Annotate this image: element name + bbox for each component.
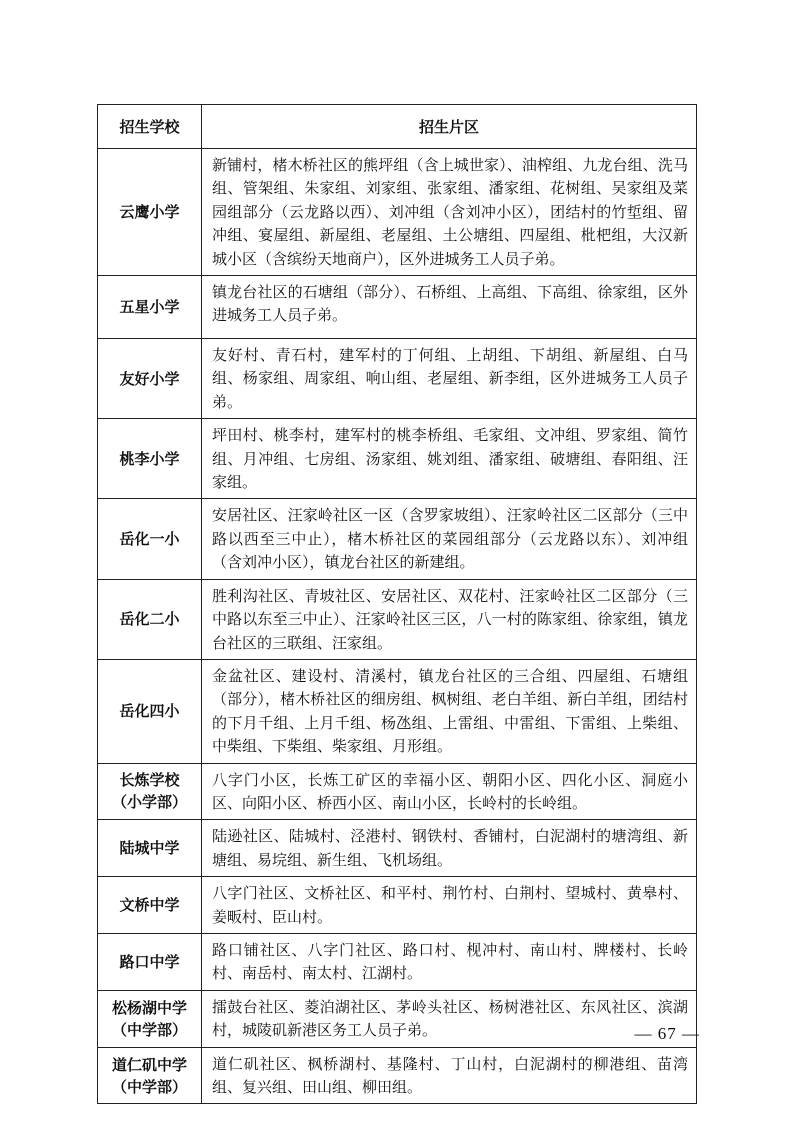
school-cell (98, 1047, 202, 1104)
school-cell (98, 579, 202, 659)
zone-cell: 金盆社区、建设村、清溪村，镇龙台社区的三合组、四屋组、石塘组（部分），楮木桥社区的细房组、枫树组、老白羊组、新白羊组，团结村的下月千组、上月千组、杨氹组、上雷组、中雷组、下雷组、上柴组、中柴组、下柴组、柴家组、月形组。 (202, 659, 697, 763)
table-body (98, 149, 697, 1104)
enrollment-zone-table (97, 104, 697, 1104)
school-name-line: 五星小学 (119, 298, 180, 317)
school-name-line: （中学部） (111, 1020, 187, 1039)
school-cell (98, 276, 202, 339)
zone-cell: 路口铺社区、八字门社区、路口村、枧冲村、南山村、牌楼村、长岭村、南岳村、南太村、江湖村。 (202, 933, 697, 990)
zone-cell: 陆逊社区、陆城村、泾港村、钢铁村、香铺村，白泥湖村的塘湾组、新塘组、易垸组、新生组、飞机场组。 (202, 820, 697, 877)
school-cell (98, 820, 202, 877)
school-name-line: 岳化二小 (119, 610, 180, 629)
school-cell (98, 933, 202, 990)
table-row (98, 276, 697, 339)
table-row (98, 933, 697, 990)
table-row (98, 149, 697, 276)
school-cell (98, 659, 202, 763)
school-name-line: 岳化四小 (119, 702, 180, 721)
header-zone: 招生片区 (202, 105, 697, 149)
zone-cell: 道仁矶社区、枫桥湖村、基隆村、丁山村，白泥湖村的柳港组、苗湾组、复兴组、田山组、柳田组。 (202, 1047, 697, 1104)
school-name-line: 文桥中学 (119, 896, 180, 915)
table-row (98, 877, 697, 934)
zone-cell: 胜利沟社区、青坡社区、安居社区、双花村、汪家岭社区二区部分（三中路以东至三中止）、汪家岭社区三区，八一村的陈家组、徐家组，镇龙台社区的三联组、汪家组。 (202, 579, 697, 659)
table-row (98, 499, 697, 579)
school-name-line: 路口中学 (119, 952, 180, 971)
table-row (98, 579, 697, 659)
zone-cell: 坪田村、桃李村，建军村的桃李桥组、毛家组、文冲组、罗家组、简竹组、月冲组、七房组、汤家组、姚刘组、潘家组、破塘组、春阳组、汪家组。 (202, 419, 697, 499)
school-cell (98, 877, 202, 934)
school-cell (98, 339, 202, 419)
school-name-line: 桃李小学 (119, 449, 180, 468)
school-name-line: 道仁矶中学 (111, 1055, 187, 1074)
school-name-line: 友好小学 (119, 369, 180, 388)
table-row (98, 820, 697, 877)
school-cell (98, 149, 202, 276)
table-row (98, 1047, 697, 1104)
school-name-line: 长炼学校 (119, 771, 180, 790)
zone-cell: 镇龙台社区的石塘组（部分）、石桥组、上高组、下高组、徐家组，区外进城务工人员子弟。 (202, 276, 697, 339)
school-name-line: 陆城中学 (119, 839, 180, 858)
header-school: 招生学校 (98, 105, 202, 149)
school-name-line: （小学部） (111, 793, 187, 812)
zone-cell: 友好村、青石村，建军村的丁何组、上胡组、下胡组、新屋组、白马组、杨家组、周家组、响山组、老屋组、新李组，区外进城务工人员子弟。 (202, 339, 697, 419)
table-row (98, 763, 697, 820)
school-name-line: （中学部） (111, 1077, 187, 1096)
zone-cell: 新铺村，楮木桥社区的熊坪组（含上城世家）、油榨组、九龙台组、洗马组、管架组、朱家组、刘家组、张家组、潘家组、花树组、吴家组及菜园组部分（云龙路以西）、刘冲组（含刘冲小区），团结村的竹埑组、留冲组、宴屋组、新屋组、老屋组、土公塘组、四屋组、枇杷组，大汉新城小区（含缤纷天地商户），区外进城务工人员子弟。 (202, 149, 697, 276)
school-cell (98, 419, 202, 499)
school-name-line: 松杨湖中学 (111, 998, 187, 1017)
zone-cell: 安居社区、汪家岭社区一区（含罗家坡组）、汪家岭社区二区部分（三中路以西至三中止），楮木桥社区的菜园组部分（云龙路以东）、刘冲组（含刘冲小区），镇龙台社区的新建组。 (202, 499, 697, 579)
school-cell (98, 763, 202, 820)
table-row (98, 659, 697, 763)
school-cell (98, 990, 202, 1047)
table-header-row (98, 105, 697, 149)
table-row (98, 419, 697, 499)
school-cell (98, 499, 202, 579)
table-row (98, 339, 697, 419)
school-name-line: 岳化一小 (119, 530, 180, 549)
zone-cell: 擂鼓台社区、菱泊湖社区、茅岭头社区、杨树港社区、东风社区、滨湖村，城陵矶新港区务工人员子弟。 (202, 990, 697, 1047)
zone-cell: 八字门社区、文桥社区、和平村、荆竹村、白荆村、望城村、黄皋村、姜畈村、臣山村。 (202, 877, 697, 934)
zone-cell: 八字门小区，长炼工矿区的幸福小区、朝阳小区、四化小区、洞庭小区、向阳小区、桥西小区、南山小区，长岭村的长岭组。 (202, 763, 697, 820)
page-number: — 67 — (634, 1024, 700, 1043)
school-name-line: 云鹰小学 (119, 203, 180, 222)
